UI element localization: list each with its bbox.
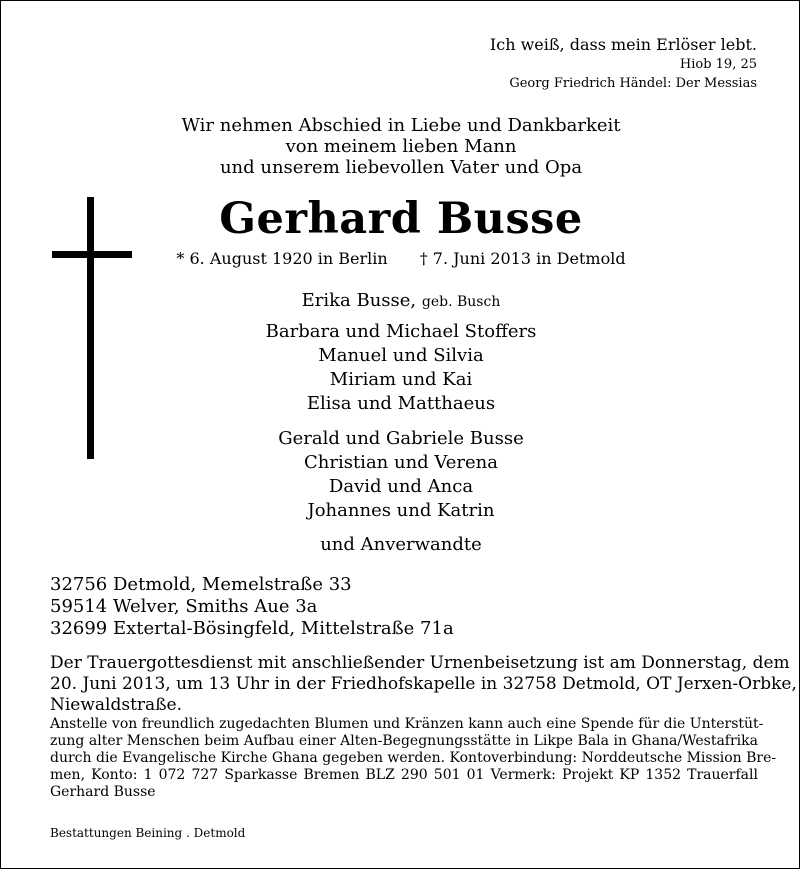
service-info	[50, 653, 797, 716]
mourner-line: David und Anca	[328, 476, 474, 497]
mourner-line: Johannes und Katrin	[307, 500, 495, 521]
mourner-line: Barbara und Michael Stoffers	[265, 321, 537, 342]
funeral-home: Bestattungen Beining . Detmold	[50, 826, 246, 840]
spouse-name: Erika Busse,	[301, 290, 417, 311]
donation-line: men, Konto: 1 072 727 Sparkasse Bremen BLZ 290 501 01 Vermerk: Projekt KP 1352 Trauerfall	[50, 767, 758, 783]
address-line: 32756 Detmold, Memelstraße 33	[50, 574, 352, 595]
address-list	[50, 574, 454, 640]
mourner-family-1	[1, 320, 800, 416]
donation-line: Anstelle von freundlich zugedachten Blumen und Kränzen kann auch eine Spende für die Unterstüt-	[50, 716, 764, 732]
life-dates	[1, 249, 800, 269]
quote-attribution: Georg Friedrich Händel: Der Messias	[509, 76, 757, 91]
address-line: 59514 Welver, Smiths Aue 3a	[50, 596, 318, 617]
service-line: Der Trauergottesdienst mit anschließender Urnenbeisetzung ist am Donnerstag, dem	[50, 653, 790, 673]
mourner-closing: und Anverwandte	[320, 534, 482, 555]
quote-text: Ich weiß, dass mein Erlöser lebt.	[489, 35, 757, 54]
address-line: 32699 Extertal-Bösingfeld, Mittelstraße 71a	[50, 618, 454, 639]
mourner-line: Gerald und Gabriele Busse	[278, 428, 524, 449]
service-line: Niewaldstraße.	[50, 695, 183, 715]
mourner-family-2	[1, 427, 800, 523]
donation-line: Gerhard Busse	[50, 784, 156, 800]
mourner-line: Christian und Verena	[303, 452, 498, 473]
intro-text	[1, 115, 800, 178]
death-date: † 7. Juni 2013 in Detmold	[419, 249, 626, 268]
intro-line: von meinem lieben Mann	[285, 136, 517, 157]
deceased-name: Gerhard Busse	[219, 194, 583, 244]
spouse-birth-name: geb. Busch	[421, 294, 501, 310]
mourner-line: Manuel und Silvia	[318, 345, 484, 366]
mourner-line: Miriam und Kai	[329, 369, 473, 390]
donation-info	[50, 716, 777, 801]
donation-line: zung alter Menschen beim Aufbau einer Alten-Begegnungsstätte in Likpe Bala in Ghana/Westafrika	[50, 733, 758, 749]
donation-line: durch die Evangelische Kirche Ghana gegeben werden. Kontoverbindung: Norddeutsche Mission Bre-	[50, 750, 777, 766]
quote-verse: Hiob 19, 25	[679, 57, 757, 72]
mourner-line: Elisa und Matthaeus	[306, 393, 496, 414]
birth-date: * 6. August 1920 in Berlin	[176, 249, 388, 268]
intro-line: Wir nehmen Abschied in Liebe und Dankbarkeit	[181, 115, 621, 136]
mourner-spouse	[1, 289, 800, 314]
bible-quote	[490, 35, 757, 93]
intro-line: und unserem liebevollen Vater und Opa	[219, 157, 583, 178]
service-line: 20. Juni 2013, um 13 Uhr in der Friedhofskapelle in 32758 Detmold, OT Jerxen-Orbke,	[50, 674, 797, 694]
